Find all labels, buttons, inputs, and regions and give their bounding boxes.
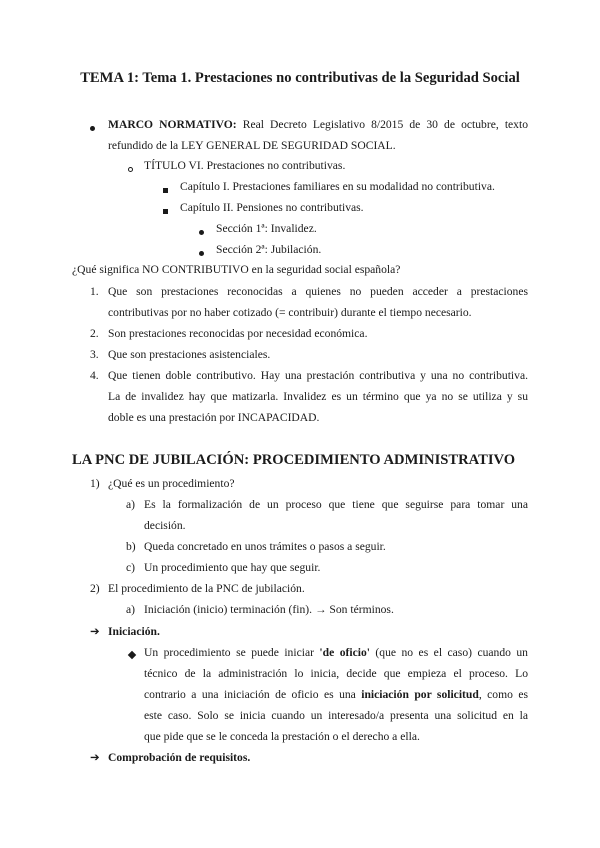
bullet-dot-icon [90,121,95,135]
answer-2: Son prestaciones reconocidas por necesidad económica. [108,327,368,340]
bullet-dot-icon [199,246,204,260]
titulo-vi: TÍTULO VI. Prestaciones no contributivas. [144,159,346,172]
proc-letter: c) [126,561,136,574]
de-oficio-bold: 'de oficio' [319,646,370,659]
proc-letter: b) [126,540,136,553]
marco-line-1 [108,118,528,132]
seccion-2: Sección 2ª: Jubilación. [216,243,322,256]
iniciacion-heading: Iniciación. [108,625,160,638]
bullet-square-icon [163,204,168,218]
ini-l3-post: , como es [478,688,528,701]
iniciacion-line-2: técnico de la administración lo inicia, decide que empieza el proceso. Lo [144,667,528,680]
bullet-square-icon [163,183,168,197]
capitulo-2: Capítulo II. Pensiones no contributivas. [180,201,364,214]
capitulo-1: Capítulo I. Prestaciones familiares en su modalidad no contributiva. [180,180,495,193]
proc-letter: a) [126,603,136,616]
proc-number: 1) [90,477,100,490]
proc-2a: Iniciación (inicio) terminación (fin). → Son términos. [144,603,394,616]
iniciacion-por-solicitud-bold: iniciación por solicitud [361,688,479,701]
section-heading: LA PNC DE JUBILACIÓN: PROCEDIMIENTO ADMINISTRATIVO [72,452,516,468]
proc-a-line-2: decisión. [144,519,186,532]
iniciacion-line-3 [144,688,528,702]
marco-line-2: refundido de la LEY GENERAL DE SEGURIDAD SOCIAL. [108,139,396,152]
answer-number: 4. [90,369,99,382]
ini-l3-pre: contrario a una iniciación de oficio es una [144,688,362,701]
answer-1-line-1: Que son prestaciones reconocidas a quienes no pueden acceder a prestaciones [108,285,528,298]
answer-3: Que son prestaciones asistenciales. [108,348,271,361]
proc-c: Un procedimiento que hay que seguir. [144,561,321,574]
answer-4-line-3: doble es una prestación por INCAPACIDAD. [108,411,320,424]
proc-question-2: El procedimiento de la PNC de jubilación. [108,582,305,595]
question: ¿Qué significa NO CONTRIBUTIVO en la seguridad social española? [72,263,401,276]
iniciacion-line-5: que pide que se le conceda la prestación o el derecho a ella. [144,730,420,743]
seccion-1: Sección 1ª: Invalidez. [216,222,317,235]
comprobacion-heading: Comprobación de requisitos. [108,751,251,764]
iniciacion-line-1 [144,646,528,660]
answer-1-line-2: contributivas por no haber cotizado (= contribuir) durante el tiempo necesario. [108,306,472,319]
ini-l1-post: (que no es el caso) cuando un [369,646,528,659]
answer-4-line-1: Que tienen doble contributivo. Hay una prestación contributiva y una no contributiva. [108,369,528,382]
arrow-icon: ➔ [90,625,100,638]
answer-number: 2. [90,327,99,340]
iniciacion-line-4: este caso. Solo se inicia cuando un interesado/a presenta una solicitud en la [144,709,528,722]
diamond-bullet-icon [129,648,135,662]
page-title: TEMA 1: Tema 1. Prestaciones no contributivas de la Seguridad Social [80,70,520,86]
marco-text-1: Real Decreto Legislativo 8/2015 de 30 de octubre, texto [242,118,528,131]
proc-b: Queda concretado en unos trámites o pasos a seguir. [144,540,386,553]
marco-label: MARCO NORMATIVO: [108,118,237,131]
proc-question-1: ¿Qué es un procedimiento? [108,477,235,490]
proc-a-line-1: Es la formalización de un proceso que tiene que seguirse para tomar una [144,498,528,511]
answer-number: 3. [90,348,99,361]
bullet-ring-icon [128,162,133,176]
ini-l1-pre: Un procedimiento se puede iniciar [144,646,320,659]
proc-letter: a) [126,498,136,511]
arrow-icon: ➔ [90,751,100,764]
bullet-dot-icon [199,225,204,239]
answer-number: 1. [90,285,99,298]
answer-4-line-2: La de invalidez hay que matizarla. Invalidez es un término que ya no se utiliza y su [108,390,528,403]
proc-number: 2) [90,582,100,595]
